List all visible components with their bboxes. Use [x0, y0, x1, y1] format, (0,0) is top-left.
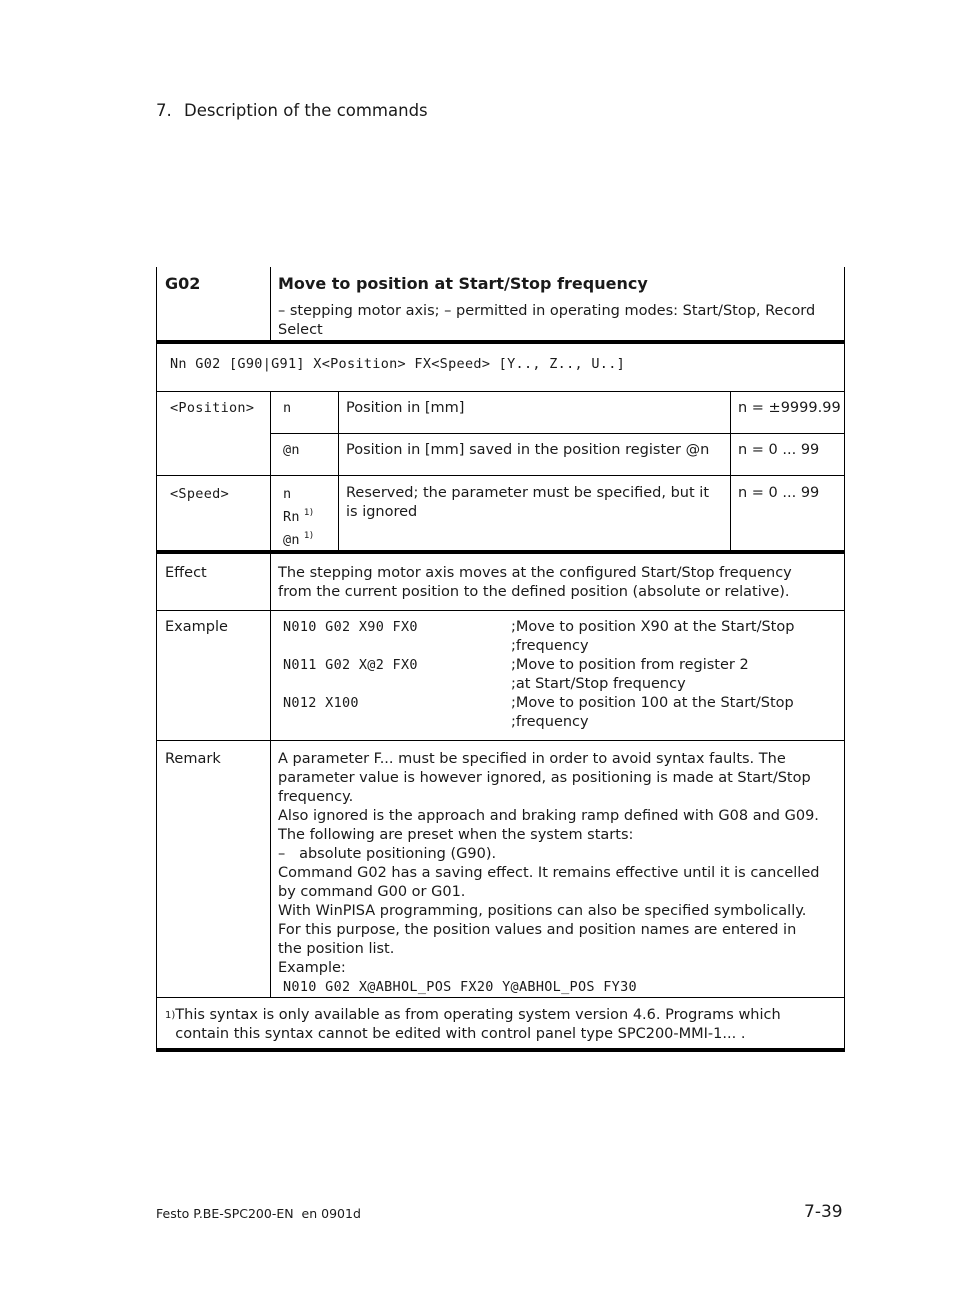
example-row — [157, 610, 845, 740]
command-code: G02 — [165, 274, 201, 293]
command-code-cell — [157, 267, 271, 342]
speed-description: Reserved; the parameter must be specified, but it is ignored — [339, 476, 731, 552]
speed-symbols-cell: n Rn $^{1)}$ @n $^{1)}$ — [271, 476, 339, 552]
remark-label-cell — [157, 740, 271, 997]
effect-label: Effect — [165, 564, 207, 581]
effect-row — [157, 552, 845, 611]
position-range-1: n = ±9999.99 — [731, 392, 845, 434]
example-line: N011 G02 X@2 FX0 ;Move to position from register 2 — [283, 656, 749, 673]
remark-paragraph: The following are preset when the system starts: — [278, 826, 634, 843]
remark-row — [157, 740, 845, 997]
position-description-2: Position in [mm] saved in the position register @n — [339, 434, 731, 476]
section-number: 7. — [156, 101, 172, 120]
remark-paragraph: Also ignored is the approach and braking ramp defined with G08 and G09. — [278, 807, 819, 824]
remark-paragraph: With WinPISA programming, positions can also be specified symbolically. For this purpose, the position values and position names are entered in the position list. — [278, 902, 807, 957]
section-title: Description of the commands — [184, 101, 428, 120]
command-title-cell — [271, 267, 845, 342]
command-title-row — [157, 267, 845, 342]
position-description-1: Position in [mm] — [339, 392, 731, 434]
footnote-ref: 1) — [303, 530, 314, 541]
command-syntax: Nn G02 [G90|G91] X<Position> FX<Speed> [Y.., Z.., U..] — [170, 356, 626, 372]
position-symbol-n: n — [271, 392, 339, 434]
page-number: 7-39 — [804, 1202, 843, 1222]
example-cell: N010 G02 X90 FX0 ;Move to position X90 at the Start/Stop ;frequency N011 G02 X@2 FX0 ;Move to position from register 2 ;at Start/Stop frequency N012 X100 ;Move to position 100 at the Start/Stop ;frequency — [271, 610, 845, 740]
command-subtitle: – stepping motor axis; – permitted in operating modes: Start/Stop, Record Select — [278, 303, 816, 338]
remark-text-cell — [271, 740, 845, 997]
syntax-row — [157, 342, 845, 392]
effect-text: The stepping motor axis moves at the configured Start/Stop frequency from the current position to the defined position (absolute or relative). — [278, 564, 792, 600]
footer-document-id: Festo P.BE-SPC200-EN en 0901d — [156, 1206, 361, 1221]
speed-param-cell — [157, 476, 271, 552]
effect-text-cell — [271, 552, 845, 611]
effect-label-cell — [157, 552, 271, 611]
position-row-1 — [157, 392, 845, 434]
speed-param-name: <Speed> — [170, 486, 229, 502]
remark-label: Remark — [165, 750, 221, 767]
position-symbol-at: @n — [271, 434, 339, 476]
example-line: N012 X100 ;Move to position 100 at the Start/Stop — [283, 694, 794, 711]
remark-list-item: – absolute positioning (G90). — [278, 845, 497, 862]
footnote-text: This syntax is only available as from operating system version 4.6. Programs which contain this syntax cannot be edited with control panel type SPC200-MMI-1... . — [175, 1006, 781, 1042]
footnote-mark: 1) — [165, 1009, 176, 1021]
footnote-row — [157, 997, 845, 1050]
remark-paragraph: Example: — [278, 959, 346, 976]
command-title: Move to position at Start/Stop frequency — [278, 274, 648, 293]
remark-paragraph: A parameter F... must be specified in order to avoid syntax faults. The parameter value is however ignored, as positioning is made at Start/Stop frequency. — [278, 750, 811, 805]
position-range-2: n = 0 ... 99 — [731, 434, 845, 476]
syntax-cell — [157, 342, 845, 392]
footnote-ref: 1) — [303, 508, 314, 518]
remark-paragraph: Command G02 has a saving effect. It remains effective until it is cancelled by command G00 or G01. — [278, 864, 820, 900]
position-param-cell — [157, 392, 271, 476]
remark-code: N010 G02 X@ABHOL_POS FX20 Y@ABHOL_POS FY30 — [283, 978, 637, 995]
command-table — [156, 267, 845, 1052]
example-label-cell — [157, 610, 271, 740]
position-param-name: <Position> — [170, 400, 255, 416]
example-label: Example — [165, 618, 228, 635]
example-line: N010 G02 X90 FX0 ;Move to position X90 at the Start/Stop — [283, 618, 795, 635]
speed-range: n = 0 ... 99 — [731, 476, 845, 552]
speed-row — [157, 476, 845, 552]
section-heading — [156, 101, 428, 120]
footnote-cell — [157, 997, 845, 1050]
